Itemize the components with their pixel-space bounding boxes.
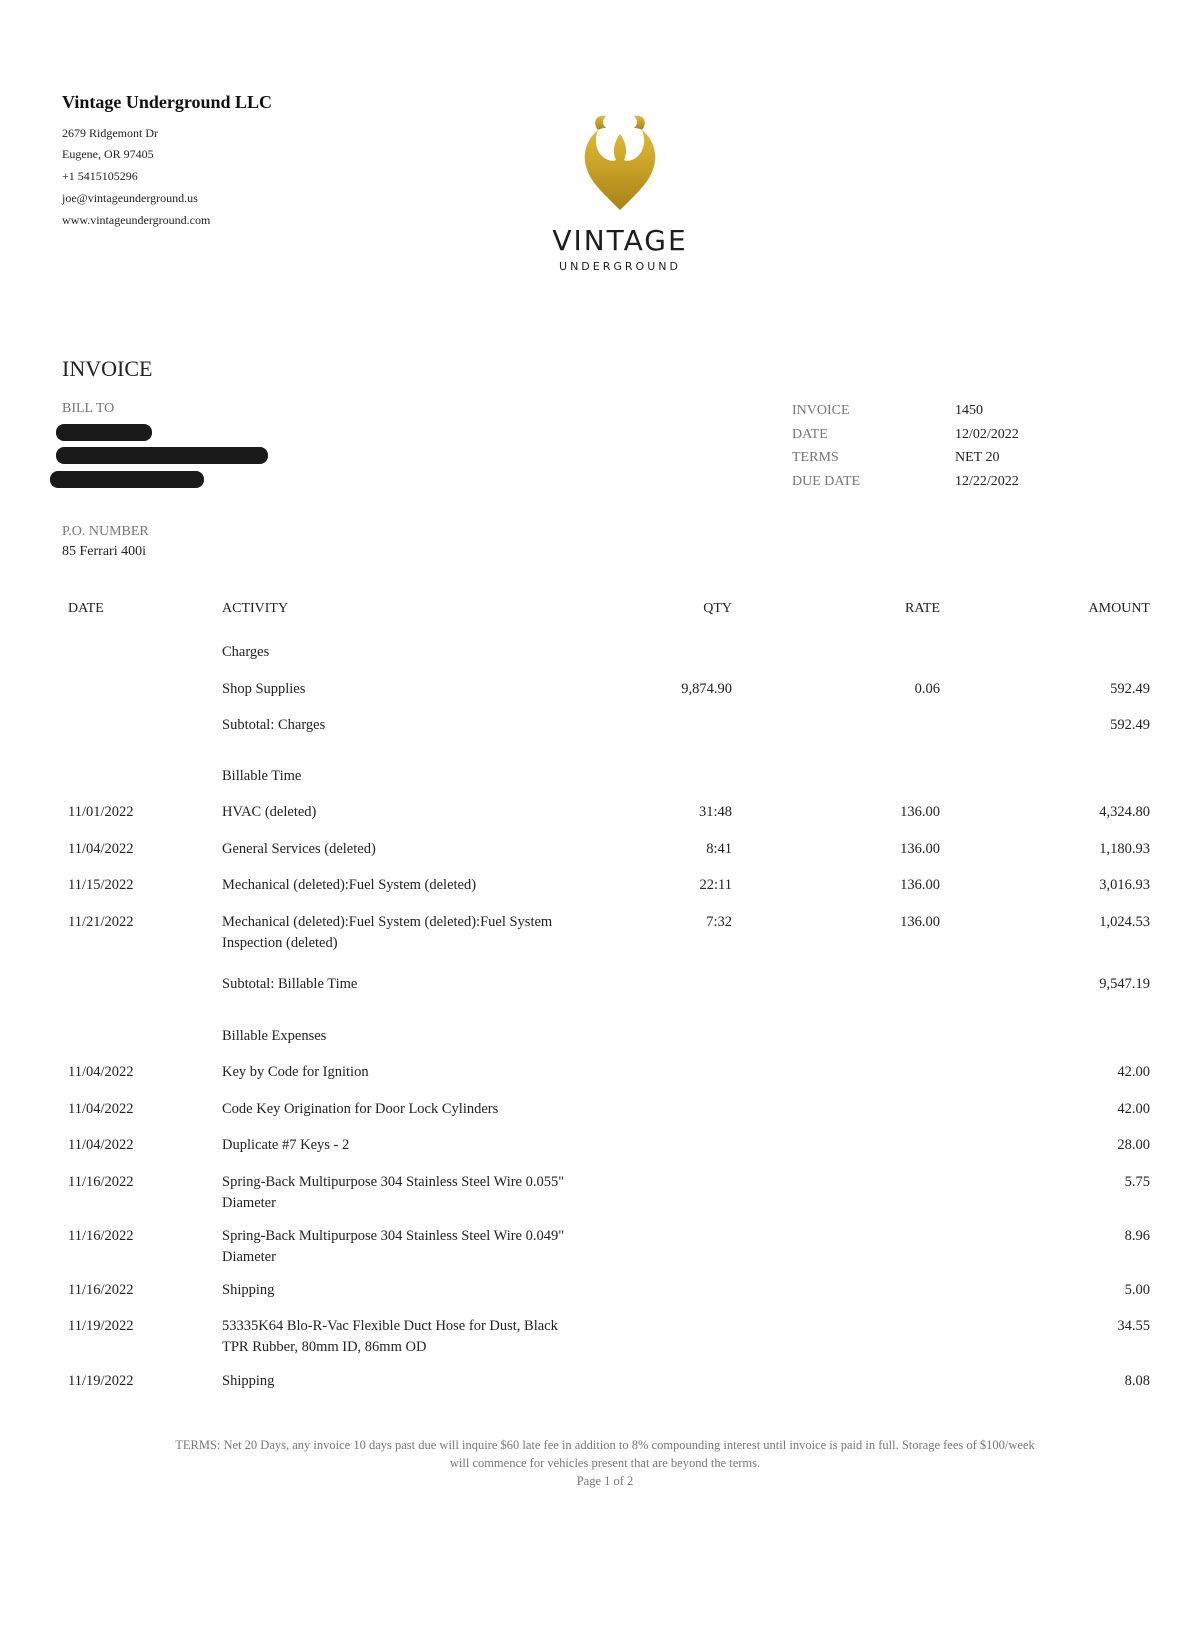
cell-date: 11/16/2022	[68, 1228, 134, 1244]
cell-amount: 42.00	[1117, 1101, 1150, 1117]
header-date: DATE	[68, 601, 104, 616]
cell-date: 11/15/2022	[68, 877, 134, 893]
cell-amount: 9,547.19	[1099, 976, 1150, 992]
bill-to-label: BILL TO	[62, 401, 115, 416]
cell-qty: 8:41	[706, 841, 732, 857]
company-email: joe@vintageunderground.us	[62, 191, 198, 205]
dragon-emblem-icon	[572, 112, 668, 212]
company-address-line2: Eugene, OR 97405	[62, 147, 154, 161]
invoice-number-value: 1450	[955, 403, 983, 418]
cell-date: 11/16/2022	[68, 1174, 134, 1190]
cell-activity: Subtotal: Charges	[222, 717, 326, 733]
logo-wordmark: VINTAGE	[552, 224, 688, 257]
invoice-terms-value: NET 20	[955, 450, 1000, 465]
cell-activity: General Services (deleted)	[222, 841, 376, 857]
cell-date: 11/19/2022	[68, 1318, 134, 1334]
header-amount: AMOUNT	[1088, 601, 1150, 616]
redacted-city	[50, 471, 204, 488]
cell-amount: 1,180.93	[1099, 841, 1150, 857]
cell-activity-continued: Inspection (deleted)	[222, 935, 338, 951]
cell-activity: HVAC (deleted)	[222, 804, 317, 820]
page-number: Page 1 of 2	[576, 1474, 634, 1488]
cell-activity-continued: Diameter	[222, 1195, 276, 1211]
cell-activity: Code Key Origination for Door Lock Cylinders	[222, 1101, 499, 1117]
company-name: Vintage Underground LLC	[62, 92, 273, 112]
cell-amount: 42.00	[1117, 1064, 1150, 1080]
terms-line-2: will commence for vehicles present that are beyond the terms.	[449, 1456, 761, 1470]
header-rate: RATE	[905, 601, 940, 616]
logo-subtitle: UNDERGROUND	[559, 260, 681, 273]
cell-activity: Charges	[222, 644, 270, 660]
invoice-due-date-value: 12/22/2022	[955, 474, 1019, 489]
terms-line-1: TERMS: Net 20 Days, any invoice 10 days past due will inquire $60 late fee in addition to 8% compounding interest until invoice is paid in full. Storage fees of $100/week	[175, 1438, 1035, 1452]
invoice-title: INVOICE	[62, 356, 153, 381]
cell-activity-continued: TPR Rubber, 80mm ID, 86mm OD	[222, 1339, 427, 1355]
cell-rate: 136.00	[900, 914, 940, 930]
cell-activity: Billable Expenses	[222, 1028, 327, 1044]
invoice-terms-label: TERMS	[792, 450, 839, 465]
footer	[70, 1436, 1140, 1490]
cell-amount: 3,016.93	[1099, 877, 1150, 893]
po-number-label: P.O. NUMBER	[62, 524, 149, 539]
cell-activity: Billable Time	[222, 768, 302, 784]
cell-rate: 136.00	[900, 804, 940, 820]
cell-amount: 5.00	[1124, 1282, 1150, 1298]
cell-activity: 53335K64 Blo-R-Vac Flexible Duct Hose for Dust, Black	[222, 1318, 558, 1334]
invoice-due-date-label: DUE DATE	[792, 474, 861, 489]
cell-amount: 1,024.53	[1099, 914, 1150, 930]
cell-rate: 136.00	[900, 841, 940, 857]
cell-qty: 7:32	[706, 914, 732, 930]
cell-date: 11/04/2022	[68, 1064, 134, 1080]
cell-date: 11/04/2022	[68, 1137, 134, 1153]
cell-activity: Mechanical (deleted):Fuel System (deleted):Fuel System	[222, 914, 553, 930]
cell-date: 11/19/2022	[68, 1373, 134, 1389]
company-address-line1: 2679 Ridgemont Dr	[62, 126, 158, 140]
cell-rate: 0.06	[914, 681, 940, 697]
company-website: www.vintageunderground.com	[62, 213, 211, 227]
header-activity: ACTIVITY	[222, 601, 289, 616]
cell-amount: 8.08	[1124, 1373, 1150, 1389]
invoice-number-label: INVOICE	[792, 403, 850, 418]
cell-activity: Subtotal: Billable Time	[222, 976, 358, 992]
cell-date: 11/04/2022	[68, 1101, 134, 1117]
cell-activity: Duplicate #7 Keys - 2	[222, 1137, 350, 1153]
cell-amount: 28.00	[1117, 1137, 1150, 1153]
cell-activity: Key by Code for Ignition	[222, 1064, 369, 1080]
po-number-value: 85 Ferrari 400i	[62, 544, 146, 559]
cell-amount: 34.55	[1117, 1318, 1150, 1334]
cell-qty: 31:48	[698, 804, 732, 820]
company-phone: +1 5415105296	[62, 169, 138, 183]
cell-amount: 5.75	[1124, 1174, 1150, 1190]
redacted-street	[56, 447, 268, 464]
cell-activity: Mechanical (deleted):Fuel System (deleted)	[222, 877, 477, 893]
cell-rate: 136.00	[900, 877, 940, 893]
cell-activity-continued: Diameter	[222, 1249, 276, 1265]
cell-date: 11/04/2022	[68, 841, 134, 857]
cell-date: 11/01/2022	[68, 804, 134, 820]
cell-qty: 22:11	[699, 877, 732, 893]
company-logo	[530, 112, 710, 282]
cell-date: 11/21/2022	[68, 914, 134, 930]
cell-amount: 592.49	[1110, 681, 1150, 697]
cell-amount: 8.96	[1124, 1228, 1150, 1244]
cell-date: 11/16/2022	[68, 1282, 134, 1298]
invoice-date-label: DATE	[792, 427, 828, 442]
invoice-date-value: 12/02/2022	[955, 427, 1019, 442]
cell-amount: 592.49	[1110, 717, 1150, 733]
redacted-name	[56, 424, 152, 441]
header-qty: QTY	[703, 601, 732, 616]
cell-activity: Spring-Back Multipurpose 304 Stainless Steel Wire 0.055"	[222, 1174, 565, 1190]
cell-activity: Shipping	[222, 1282, 275, 1298]
cell-activity: Shipping	[222, 1373, 275, 1389]
cell-activity: Shop Supplies	[222, 681, 306, 697]
cell-qty: 9,874.90	[681, 681, 732, 697]
cell-activity: Spring-Back Multipurpose 304 Stainless Steel Wire 0.049"	[222, 1228, 565, 1244]
cell-amount: 4,324.80	[1099, 804, 1150, 820]
